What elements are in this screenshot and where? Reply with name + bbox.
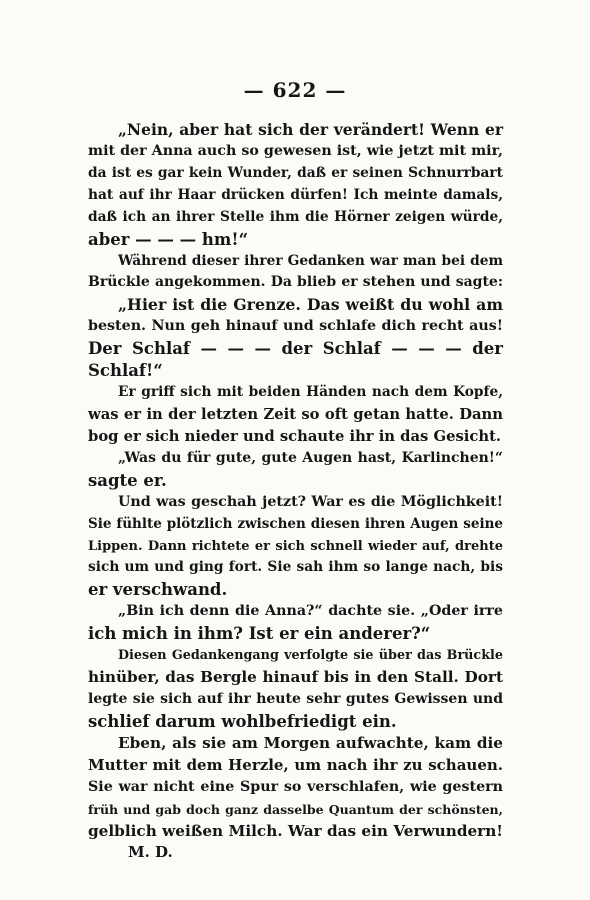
text-line: sagte er. <box>88 470 167 490</box>
text-line: Und was geschah jetzt? War es die Möglichkeit! <box>118 493 503 510</box>
text-line: ich mich in ihm? Ist er ein anderer?“ <box>88 624 431 644</box>
text-line: Mutter mit dem Herzle, um nach ihr zu schauen. <box>88 755 503 774</box>
text-line: Während dieser ihrer Gedanken war man bei dem <box>118 252 503 269</box>
text-line: legte sie sich auf ihr heute sehr gutes Gewissen und <box>88 690 503 707</box>
text-line: schlief darum wohlbefriedigt ein. <box>88 711 397 731</box>
text-line: „Was du für gute, gute Augen hast, Karlinchen!“ <box>118 449 503 466</box>
author-signature: M. D. <box>128 843 173 862</box>
text-line: gelblich weißen Milch. War das ein Verwundern! <box>88 821 503 840</box>
text-line: „Nein, aber hat sich der verändert! Wenn er <box>118 120 503 139</box>
text-line: Diesen Gedankengang verfolgte sie über das Brückle <box>118 648 503 664</box>
text-line: Brückle angekommen. Da blieb er stehen und sagte: <box>88 274 503 291</box>
text-line: hat auf ihr Haar drücken dürfen! Ich meinte damals, <box>88 186 503 203</box>
text-line: sich um und ging fort. Sie sah ihm so lange nach, bis <box>88 559 503 576</box>
text-line: „Hier ist die Grenze. Das weißt du wohl am <box>118 295 503 315</box>
text-line: früh und gab doch ganz dasselbe Quantum der schönsten, <box>88 801 503 817</box>
text-line: „Bin ich denn die Anna?“ dachte sie. „Oder irre <box>118 603 503 620</box>
text-line: Lippen. Dann richtete er sich schnell wieder auf, drehte <box>88 538 503 554</box>
text-line: Sie war nicht eine Spur so verschlafen, wie gestern <box>88 778 503 795</box>
text-line: er verschwand. <box>88 580 228 600</box>
text-line: Schlaf!“ <box>88 361 163 381</box>
text-line: hinüber, das Bergle hinauf bis in den Stall. Dort <box>88 668 503 687</box>
text-line: da ist es gar kein Wunder, daß er seinen Schnurrbart <box>88 164 503 181</box>
text-line: Er griff sich mit beiden Händen nach dem Kopfe, <box>118 384 503 401</box>
text-line: was er in der letzten Zeit so oft getan hatte. Dann <box>88 405 503 423</box>
text-line: besten. Nun geh hinauf und schlafe dich recht aus! <box>88 318 503 335</box>
text-line: Eben, als sie am Morgen aufwachte, kam die <box>118 733 503 752</box>
text-line: Sie fühlte plötzlich zwischen diesen ihren Augen seine <box>88 515 503 532</box>
page-number: — 622 — <box>243 78 347 102</box>
text-line: Der Schlaf — — — der Schlaf — — — der <box>88 339 503 359</box>
body-text <box>88 119 503 864</box>
text-line: aber — — — hm!“ <box>88 229 249 249</box>
text-line: mit der Anna auch so gewesen ist, wie jetzt mit mir, <box>88 142 503 159</box>
text-line: bog er sich nieder und schaute ihr in das Gesicht. <box>88 427 502 445</box>
text-line: daß ich an ihrer Stelle ihm die Hörner zeigen würde, <box>88 208 503 225</box>
